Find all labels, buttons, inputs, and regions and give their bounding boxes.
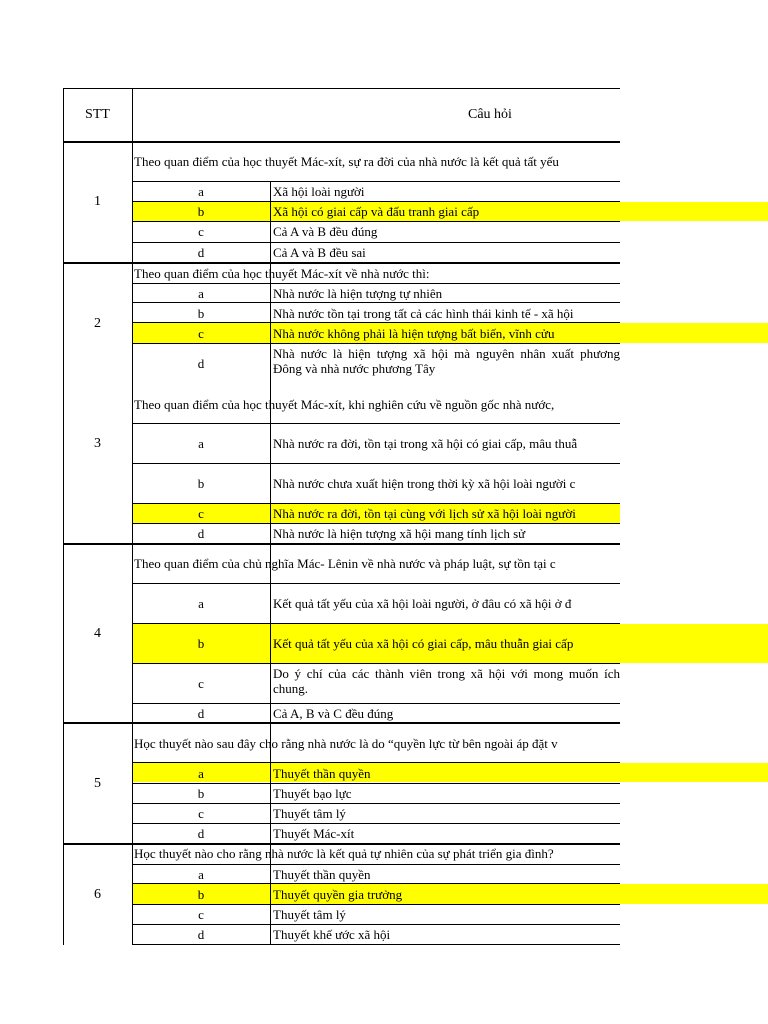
option-text: Cả A và B đều sai [273, 245, 366, 260]
row-border [132, 803, 620, 804]
option-letter: c [198, 676, 204, 691]
option-letter: d [197, 356, 205, 371]
row-border [132, 201, 620, 202]
option-text: Thuyết bạo lực [273, 786, 352, 801]
option-text: Thuyết quyền gia trưởng [273, 887, 403, 902]
question-text: Theo quan điểm của chủ nghĩa Mác- Lênin về nhà nước và pháp luật, sự tồn tại c [134, 556, 556, 571]
question-separator [63, 543, 620, 545]
option-letter: a [198, 867, 204, 882]
row-border [132, 823, 620, 824]
option-text: Nhà nước chưa xuất hiện trong thời kỳ xã hội loài người c [273, 476, 576, 491]
row-border [132, 423, 620, 424]
row-border [132, 322, 620, 323]
row-border [132, 663, 620, 664]
question-number: 4 [94, 626, 101, 641]
question-text: Học thuyết nào sau đây cho rằng nhà nước là do “quyền lực từ bên ngoài áp đặt v [134, 736, 558, 751]
question-separator [63, 722, 620, 724]
option-text: Nhà nước là hiện tượng xã hội mang tính lịch sử [273, 526, 526, 541]
header-top-border [63, 88, 620, 89]
question-separator [63, 262, 620, 264]
option-text: Do ý chí của các thành viên trong xã hội với mong muốn ích chung. [273, 666, 620, 696]
row-border [132, 221, 620, 222]
question-text: Theo quan điểm của học thuyết Mác-xít về nhà nước thì: [134, 266, 430, 281]
row-border [132, 242, 620, 243]
question-number: 5 [94, 776, 101, 791]
option-text: Cả A và B đều đúng [273, 224, 378, 239]
row-border [132, 503, 620, 504]
option-letter: b [197, 887, 205, 902]
question-number: 1 [94, 194, 101, 209]
option-letter: d [197, 526, 205, 541]
question-number: 3 [94, 436, 101, 451]
header-question: Câu hỏi [468, 107, 512, 122]
row-border [132, 302, 620, 303]
row-border [132, 904, 620, 905]
row-border [132, 343, 620, 344]
row-border [132, 181, 620, 182]
option-text: Nhà nước tồn tại trong tất cả các hình thái kinh tế - xã hội [273, 306, 574, 321]
option-text: Nhà nước không phải là hiện tượng bất biến, vĩnh cửu [273, 326, 555, 341]
option-letter: b [197, 204, 205, 219]
header-bottom-border [63, 141, 620, 143]
option-letter: a [198, 184, 204, 199]
option-letter: d [197, 826, 205, 841]
table-border-left [63, 88, 64, 945]
option-text: Nhà nước là hiện tượng tự nhiên [273, 286, 443, 301]
option-text: Xã hội loài người [273, 184, 365, 199]
option-letter: a [198, 286, 204, 301]
row-border [132, 924, 620, 925]
question-separator [63, 843, 620, 845]
question-text: Theo quan điểm của học thuyết Mác-xít, khi nghiên cứu về nguồn gốc nhà nước, [134, 397, 555, 412]
option-letter: c [198, 326, 204, 341]
option-text: Thuyết tâm lý [273, 806, 346, 821]
option-letter: c [198, 907, 204, 922]
option-text: Kết quả tất yếu của xã hội có giai cấp, mâu thuẫn giai cấp [273, 636, 574, 651]
row-border [132, 703, 620, 704]
option-letter: d [197, 706, 205, 721]
option-text: Xã hội có giai cấp và đấu tranh giai cấp [273, 204, 480, 219]
option-letter: c [198, 224, 204, 239]
question-text: Theo quan điểm của học thuyết Mác-xít, sự ra đời của nhà nước là kết quả tất yếu [134, 154, 559, 169]
option-text: Kết quả tất yếu của xã hội loài người, ở đâu có xã hội ở đ [273, 596, 572, 611]
option-letter: b [197, 306, 205, 321]
header-stt: STT [85, 107, 110, 122]
question-number: 2 [94, 316, 101, 331]
option-text: Cả A, B và C đều đúng [273, 706, 394, 721]
row-border [132, 762, 620, 763]
option-letter: d [197, 245, 205, 260]
row-border [132, 523, 620, 524]
option-text: Thuyết tâm lý [273, 907, 346, 922]
row-border [132, 463, 620, 464]
row-border [132, 944, 620, 945]
option-letter: b [197, 636, 205, 651]
option-text: Thuyết thần quyền [273, 867, 371, 882]
option-text: Nhà nước ra đời, tồn tại trong xã hội có giai cấp, mâu thuẫ [273, 436, 578, 451]
question-number: 6 [94, 887, 101, 902]
option-letter: c [198, 806, 204, 821]
row-border [132, 864, 620, 865]
option-text: Thuyết khế ước xã hội [273, 927, 391, 942]
option-letter: b [197, 476, 205, 491]
row-border [132, 883, 620, 884]
option-letter: c [198, 506, 204, 521]
question-text: Học thuyết nào cho rằng nhà nước là kết quả tự nhiên của sự phát triển gia đình? [134, 846, 554, 861]
row-border [132, 783, 620, 784]
option-letter: a [198, 766, 204, 781]
row-border [132, 283, 620, 284]
option-text: Thuyết thần quyền [273, 766, 371, 781]
option-letter: b [197, 786, 205, 801]
option-text: Thuyết Mác-xít [273, 826, 355, 841]
row-border [132, 623, 620, 624]
option-text: Nhà nước ra đời, tồn tại cùng với lịch sử xã hội loài người [273, 506, 576, 521]
option-letter: a [198, 596, 204, 611]
row-border [132, 583, 620, 584]
option-letter: a [198, 436, 204, 451]
option-letter: d [197, 927, 205, 942]
option-text: Nhà nước là hiện tượng xã hội mà nguyên nhân xuất phương Đông và nhà nước phương Tây [273, 346, 620, 376]
